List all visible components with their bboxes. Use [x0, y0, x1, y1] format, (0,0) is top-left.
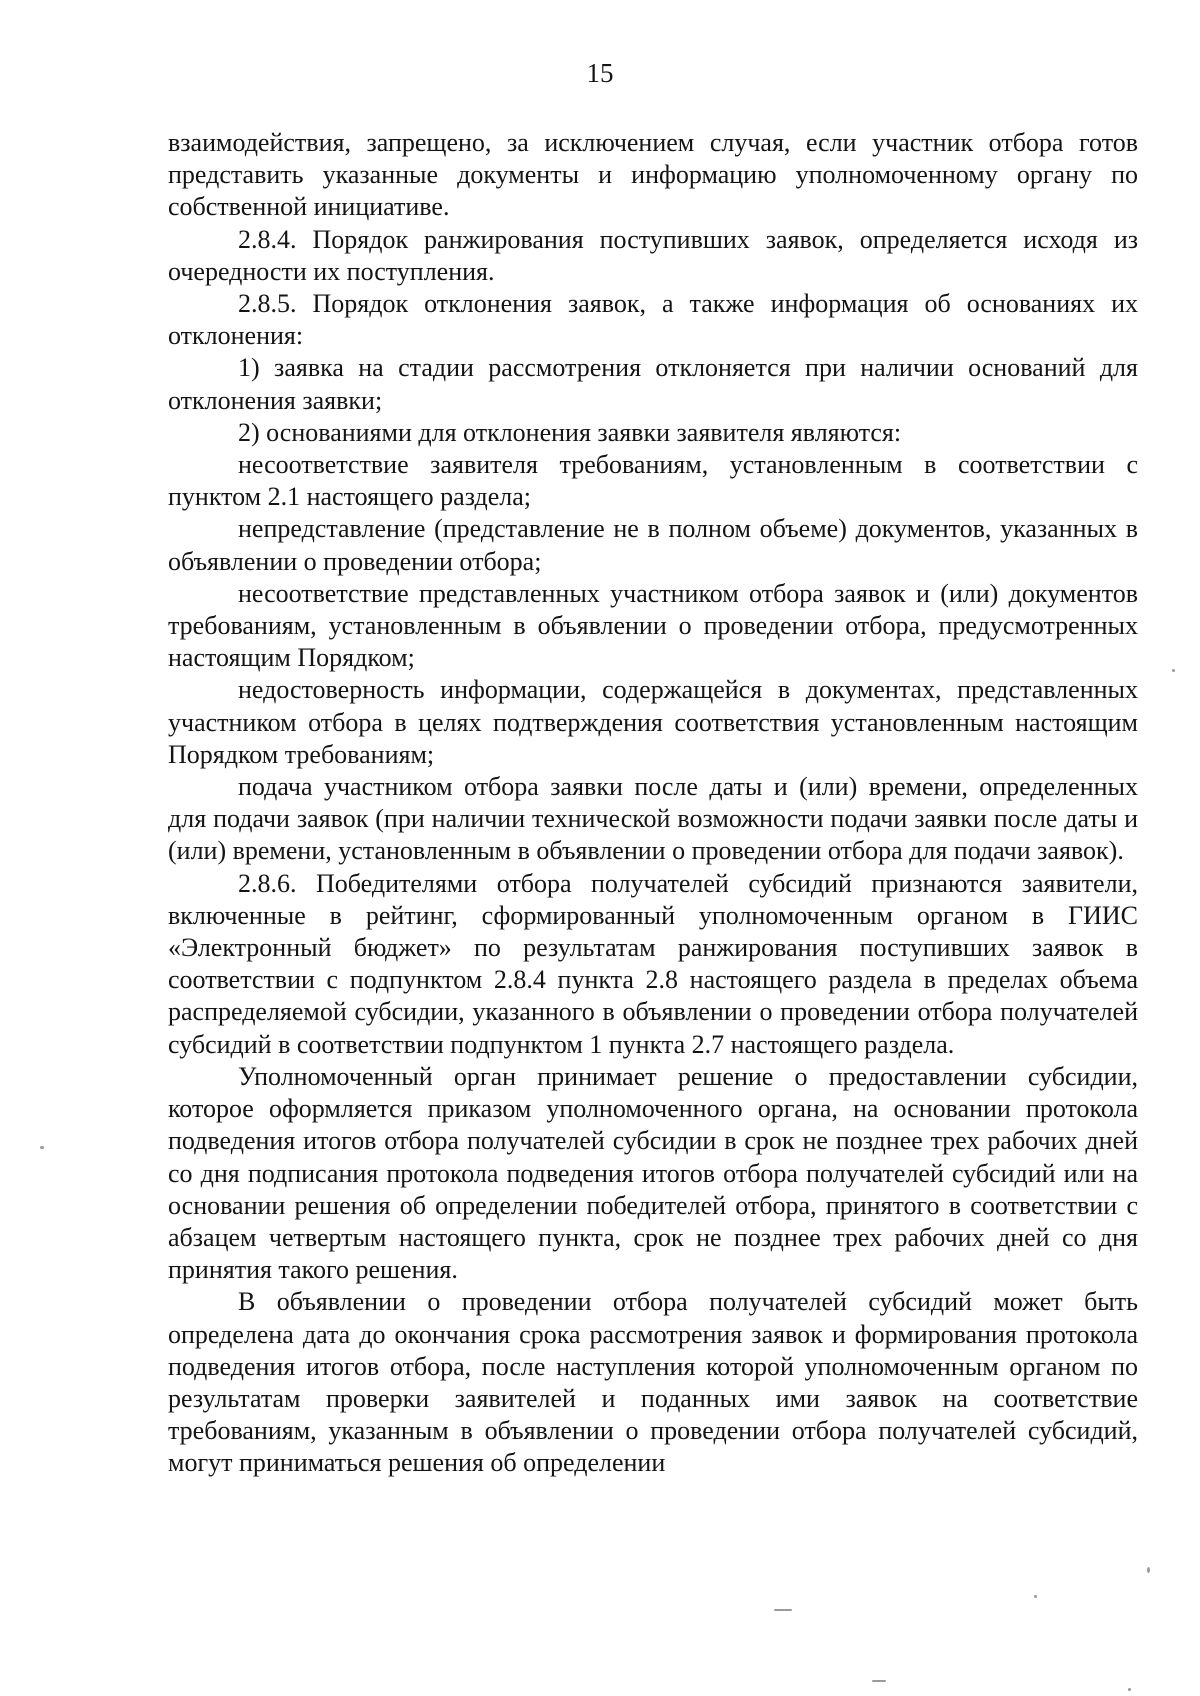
paragraph-decision: Уполномоченный орган принимает решение о предоставлении субсидии, которое оформляется приказом уполномоченного органа, на основании протокола подведения итогов отбора получателей субсидии в срок не позднее трех рабочих дней со дня подписания протокола подведения итогов отбора получателей субсидий или на основании решения об определении победителей отбора, принятого в соответствии с абзацем четвертым настоящего пункта, срок не позднее трех рабочих дней со дня принятия такого решения. — [168, 1061, 1138, 1285]
paragraph-2-8-6: 2.8.6. Победителями отбора получателей субсидий признаются заявители, включенные в рейтинг, сформированный уполномоченным органом в ГИИС «Электронный бюджет» по результатам ранжирования поступивших заявок в соответствии с подпунктом 2.8.4 пункта 2.8 настоящего раздела в пределах объема распределяемой субсидии, указанного в объявлении о проведении отбора получателей субсидий в соответствии подпунктом 1 пункта 2.7 настоящего раздела. — [168, 868, 1138, 1059]
paragraph-2-8-4: 2.8.4. Порядок ранжирования поступивших заявок, определяется исходя из очередности их поступления. — [168, 224, 1138, 286]
paragraph-announcement-date: В объявлении о проведении отбора получателей субсидий может быть определена дата до окончания срока рассмотрения заявок и формирования протокола подведения итогов отбора, после наступления которой уполномоченным органом по результатам проверки заявителей и поданных ими заявок на соответствие требованиям, указанным в объявлении о проведении отбора получателей субсидий, могут приниматься решения об определении — [168, 1287, 1138, 1478]
scan-speck — [40, 1146, 44, 1149]
scan-speck — [1172, 669, 1175, 672]
scan-speck — [774, 1609, 792, 1611]
ground-item-requirements: несоответствие заявителя требованиям, установленным в соответствии с пунктом 2.1 настоящего раздела; — [168, 450, 1138, 512]
ground-item-unreliable-info: недостоверность информации, содержащейся в документах, представленных участником отбора в целях подтверждения соответствия установленным настоящим Порядком требованиям; — [168, 675, 1138, 769]
document-body — [168, 127, 1138, 1480]
page-number: 15 — [586, 58, 614, 88]
scan-speck — [872, 1680, 886, 1682]
ground-item-non-compliance: несоответствие представленных участником отбора заявок и (или) документов требованиям, установленным в объявлении о проведении отбора, предусмотренных настоящим Порядком; — [168, 578, 1138, 673]
ground-item-non-submission: непредставление (представление не в полном объеме) документов, указанных в объявлении о проведении отбора; — [168, 514, 1138, 576]
list-item-1: 1) заявка на стадии рассмотрения отклоняется при наличии оснований для отклонения заявки; — [168, 353, 1138, 415]
paragraph-continuation: взаимодействия, запрещено, за исключением случая, если участник отбора готов представить указанные документы и информацию уполномоченному органу по собственной инициативе. — [168, 128, 1138, 222]
list-item-2: 2) основаниями для отклонения заявки заявителя являются: — [238, 417, 902, 447]
scan-speck — [1034, 1595, 1037, 1598]
scan-speck — [1128, 1688, 1131, 1691]
ground-item-late-submission: подача участником отбора заявки после даты и (или) времени, определенных для подачи заявок (при наличии технической возможности подачи заявки после даты и (или) времени, установленным в объявлении о проведении отбора для подачи заявок). — [168, 772, 1138, 866]
scan-speck — [1147, 1567, 1150, 1573]
paragraph-2-8-5: 2.8.5. Порядок отклонения заявок, а также информация об основаниях их отклонения: — [168, 289, 1138, 351]
